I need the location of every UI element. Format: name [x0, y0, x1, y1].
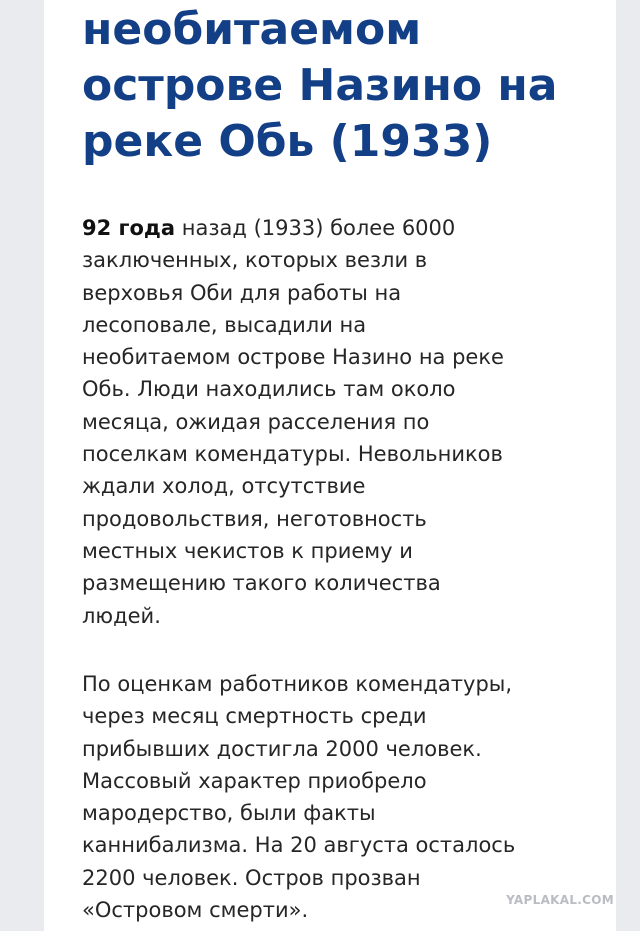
paragraph-line: поселкам комендатуры. Невольников — [82, 442, 503, 467]
paragraph-line: размещению такого количества — [82, 571, 441, 596]
paragraph-line: продовольствия, неготовность — [82, 506, 427, 531]
paragraph-1 — [82, 212, 602, 632]
paragraph-line: мародерство, были факты — [82, 801, 376, 826]
paragraph-line: необитаемом острове Назино на реке — [82, 345, 504, 370]
lead-text: назад (1933) более 6000 — [175, 216, 456, 240]
paragraph-line: заключенных, которых везли в — [82, 248, 428, 273]
title-line: реке Обь (1933) — [82, 116, 493, 167]
paragraph-line: людей. — [82, 603, 161, 628]
paragraph-line: местных чекистов к приему и — [82, 538, 413, 563]
title-line: необитаемом — [82, 4, 422, 55]
years-ago-bold: 92 года — [82, 216, 176, 240]
paragraph-line: через месяц смертность среди — [82, 704, 427, 729]
paragraph-line: 2200 человек. Остров прозван — [82, 865, 421, 890]
paragraph-line: «Островом смерти». — [82, 898, 309, 923]
paragraph-line: месяца, ожидая расселения по — [82, 409, 430, 434]
article-card — [44, 0, 616, 931]
paragraph-line: ждали холод, отсутствие — [82, 474, 366, 499]
article-title — [82, 2, 612, 170]
site-watermark: YAPLAKAL.COM — [506, 893, 614, 907]
paragraph-line: По оценкам работников комендатуры, — [82, 672, 513, 696]
paragraph-line: верховья Оби для работы на — [82, 280, 402, 305]
paragraph-line: Обь. Люди находились там около — [82, 377, 456, 402]
paragraph-line: каннибализма. На 20 августа осталось — [82, 833, 516, 858]
title-line: острове Назино на — [82, 60, 558, 111]
paragraph-2 — [82, 668, 602, 926]
paragraph-line: Массовый характер приобрело — [82, 768, 427, 793]
paragraph-line — [82, 212, 602, 244]
paragraph-line: лесоповале, высадили на — [82, 312, 367, 337]
paragraph-line: прибывших достигла 2000 человек. — [82, 736, 482, 761]
